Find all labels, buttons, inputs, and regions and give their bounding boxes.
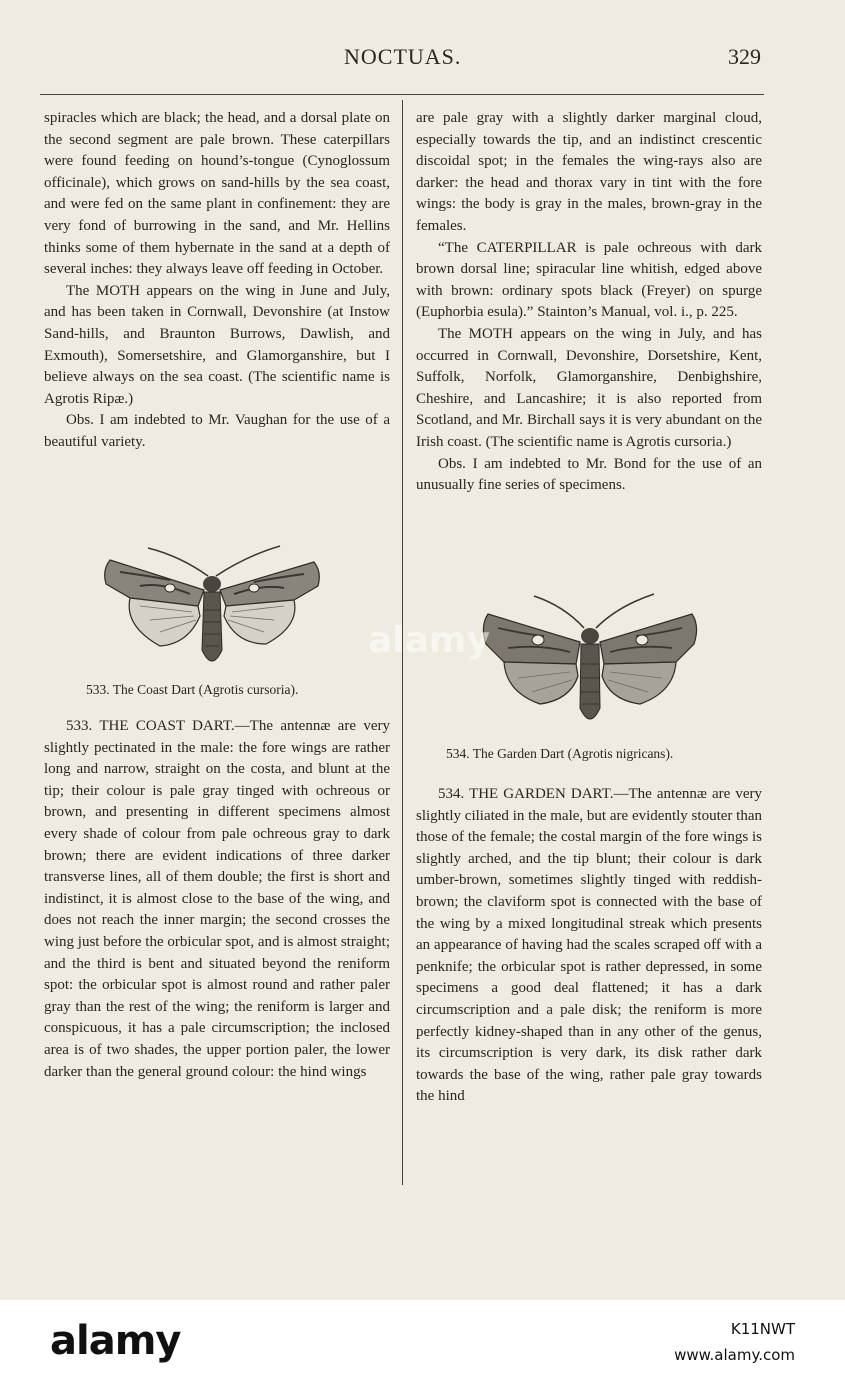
coast-dart-illustration	[100, 540, 324, 676]
watermark-url: www.alamy.com	[674, 1346, 795, 1364]
paragraph: The MOTH appears on the wing in July, and has occurred in Cornwall, Devonshire, Dorsetshire, Kent, Suffolk, Norfolk, Glamorganshire, Denbighshire, Cheshire, and Lancashire; it is also reported from Scotland, and Mr. Birchall says it is very abundant on the Irish coast. (The scientific name is Agrotis cursoria.)	[416, 325, 762, 450]
left-column-upper	[44, 108, 390, 454]
paragraph: “The CATERPILLAR is pale ochreous with dark brown dorsal line; spiracular line whitish, edged above with brown: ordinary spots black (Freyer) on spurge (Euphorbia esula).” Stainton’s Manual, vol. i., p. 225.	[416, 239, 762, 321]
left-column-lower	[44, 716, 390, 1083]
paragraph: 533. THE COAST DART.—The antennæ are very slightly pectinated in the male: the fore wings are rather long and narrow, straight on the costa, and blunt at the tip; their colour is pale gray tinged with ochreous or brown, and presenting in different specimens almost every shade of colour from pale ochreous gray to dark brown; there are evident indications of three darker transverse lines, all of them double; the first is short and indistinct, it is almost close to the base of the wing, and does not reach the inner margin; the second crosses the wing just before the orbicular spot, and is almost straight; and the third is bent and situated beyond the reniform spot: the orbicular spot is almost round and rather paler gray than the rest of the wing; the reniform is larger and conspicuous, it has a pale circumscription; the inclosed area is of two shades, the upper portion paler, the lower darker than the general ground colour: the hind wings	[44, 718, 390, 1080]
garden-dart-illustration	[478, 592, 704, 732]
header-rule	[40, 94, 764, 95]
watermark-meta	[674, 1320, 795, 1364]
running-head	[0, 44, 845, 74]
figure-caption: 534. The Garden Dart (Agrotis nigricans).	[446, 746, 674, 761]
paragraph: The MOTH appears on the wing in June and July, and has been taken in Cornwall, Devonshire (at Instow Sand-hills, and Braunton Burrows, Dawlish, and Exmouth), Somersetshire, and Glamorganshire, but I believe always on the sea coast. (The scientific name is Agrotis Ripæ.)	[44, 282, 390, 407]
alamy-logo: alamy	[50, 1318, 181, 1364]
image-id: K11NWT	[730, 1320, 795, 1338]
right-column-upper	[416, 108, 762, 497]
page-title: NOCTUAS.	[344, 44, 462, 69]
paragraph: are pale gray with a slightly darker marginal cloud, especially towards the tip, and an indistinct crescentic discoidal spot; in the females the wing-rays also are darker: the head and thorax vary in tint with the fore wings: the body is gray in the males, brown-gray in the females.	[416, 110, 762, 234]
figure-caption: 533. The Coast Dart (Agrotis cursoria).	[86, 682, 299, 697]
page-number: 329	[728, 44, 761, 69]
paragraph: 534. THE GARDEN DART.—The antennæ are very slightly ciliated in the male, but are evidently stouter than those of the female; the costal margin of the fore wings is slightly arched, and the tip blunt; their colour is dark umber-brown, sometimes slightly tinged with reddish-brown; the claviform spot is connected with the base of the wing by a mixed longitudinal streak which presents an appearance of having had the scales scraped off with a penknife; the orbicular spot is rather depressed, in some specimens a good deal flattened; it has a dark circumscription and a pale disk; the reniform is more perfectly kidney-shaped than in any other of the genus, its circumscription is very dark, its disk rather dark towards the base of the wing, rather pale gray towards the hind	[416, 786, 762, 1105]
watermark-overlay: alamy	[368, 620, 490, 661]
stock-watermark-bar	[0, 1300, 845, 1390]
column-divider	[402, 100, 403, 1185]
paragraph: spiracles which are black; the head, and a dorsal plate on the second segment are pale brown. These caterpillars were found feeding on hound’s-tongue (Cynoglossum officinale), which grows on sand-hills by the sea coast, and were fed on the same plant in confinement: they are very fond of burrowing in the sand, and Mr. Hellins thinks some of them hybernate in the sand at a depth of several inches: they always leave off feeding in October.	[44, 110, 390, 278]
right-column-lower	[416, 784, 762, 1108]
paragraph: Obs. I am indebted to Mr. Bond for the use of an unusually fine series of specimens.	[416, 455, 762, 494]
paragraph: Obs. I am indebted to Mr. Vaughan for the use of a beautiful variety.	[44, 412, 390, 450]
